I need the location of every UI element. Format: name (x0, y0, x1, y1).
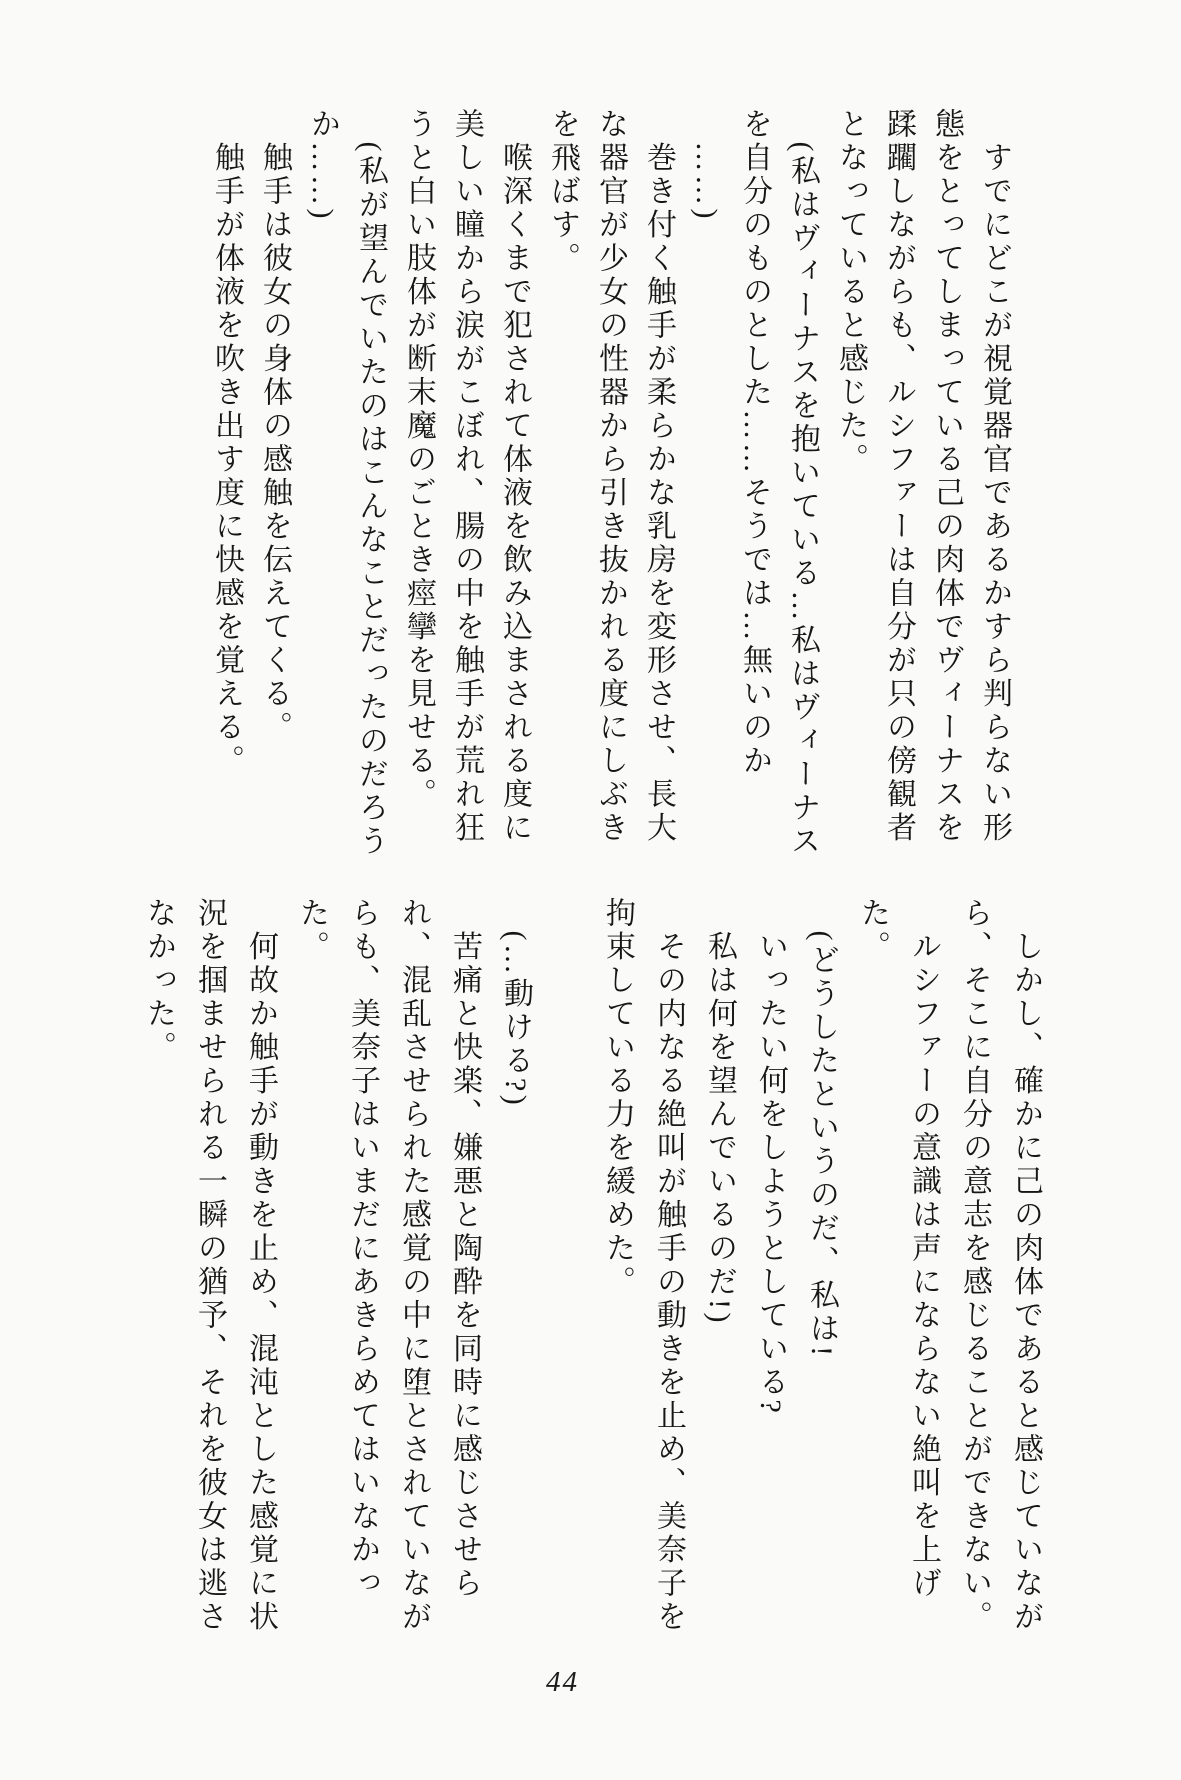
text-line: な器官が少女の性器から引き抜かれる度にしぶき (594, 108, 627, 845)
text-line: らも、美奈子はいまだにあきらめてはいなかっ (346, 897, 379, 1601)
text-block-bottom (133, 897, 1051, 1672)
text-line: 巻き付く触手が柔らかな乳房を変形させ、長大 (642, 108, 675, 845)
text-line: すでにどこが視覚器官であるかすら判らない形 (978, 108, 1011, 845)
text-line: (…動ける?) (499, 897, 532, 1109)
text-line: となっていると感じた。 (834, 108, 867, 477)
text-line: 私は何を望んでいるのだ!) (703, 897, 736, 1326)
text-line: (私が望んでいたのはこんなことだったのだろう (354, 108, 387, 859)
text-line: 美しい瞳から涙がこぼれ、腸の中を触手が荒れ狂 (450, 108, 483, 845)
text-line: 蹂躙しながらも、ルシファーは自分が只の傍観者 (882, 108, 915, 845)
text-line: 触手が体液を吹き出す度に快感を覚える。 (210, 108, 243, 778)
text-line: 苦痛と快楽、嫌悪と陶酔を同時に感じさせら (448, 897, 481, 1601)
text-line: ら、そこに自分の意志を感じることができない。 (958, 897, 991, 1634)
text-block-top (202, 108, 1018, 888)
text-line: うと白い肢体が断末魔のごとき痙攣を見せる。 (402, 108, 435, 812)
text-line: 触手は彼女の身体の感触を伝えてくる。 (258, 108, 291, 745)
text-line: しかし、確かに己の肉体であると感じていなが (1009, 897, 1042, 1634)
text-line: ルシファーの意識は声にならない絶叫を上げ (907, 897, 940, 1601)
text-line: た。 (295, 897, 328, 964)
text-line: た。 (856, 897, 889, 964)
text-line: を飛ばす。 (546, 108, 579, 276)
text-line: 喉深くまで犯されて体液を飲み込まされる度に (498, 108, 531, 845)
text-line: (私はヴィーナスを抱いている…私はヴィーナス (786, 108, 819, 859)
text-line: ……) (690, 108, 723, 222)
text-line: か……) (306, 108, 339, 222)
text-line: 態をとってしまっている己の肉体でヴィーナスを (930, 108, 963, 845)
text-line (541, 897, 592, 1672)
text-line: 拘束している力を緩めた。 (601, 897, 634, 1299)
text-line: れ、混乱させられた感覚の中に堕とされていなが (397, 897, 430, 1634)
text-line: 何故か触手が動きを止め、混沌とした感覚に状 (244, 897, 277, 1634)
text-line: を自分のものとした……そうでは…無いのか (738, 108, 771, 778)
text-line: (どうしたというのだ、私は! (805, 897, 838, 1360)
text-line: いったい何をしようとしている? (754, 897, 787, 1417)
page-number: 44 (546, 1666, 579, 1698)
text-line: その内なる絶叫が触手の動きを止め、美奈子を (652, 897, 685, 1634)
text-line: 況を掴ませられる一瞬の猶予、それを彼女は逃さ (193, 897, 226, 1634)
text-line: なかった。 (142, 897, 175, 1065)
